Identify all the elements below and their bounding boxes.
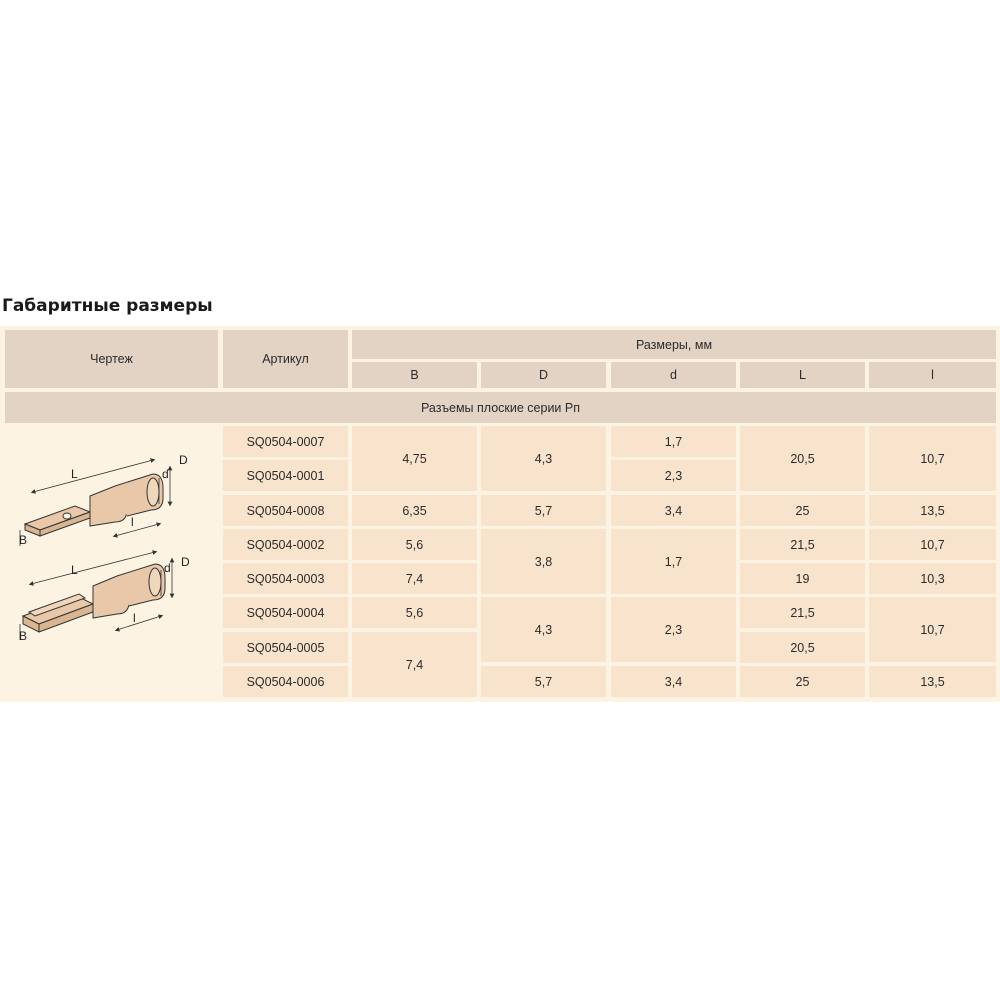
label-l-1: l: [131, 515, 134, 529]
header-col-B: B: [352, 362, 477, 388]
value-cell-B: 6,35: [352, 495, 477, 526]
article-cell: SQ0504-0002: [223, 529, 348, 560]
label-L-2: L: [71, 563, 78, 577]
header-dimensions: Размеры, мм: [352, 330, 996, 359]
value-cell-B: 5,6: [352, 597, 477, 628]
value-cell-d: 1,7: [611, 529, 736, 594]
article-cell: SQ0504-0005: [223, 632, 348, 663]
value-cell-B: 7,4: [352, 632, 477, 697]
article-cell: SQ0504-0004: [223, 597, 348, 628]
terminal-drawing: [5, 426, 218, 700]
header-article: Артикул: [223, 330, 348, 388]
value-cell-L: 20,5: [740, 632, 865, 663]
header-col-L: L: [740, 362, 865, 388]
value-cell-B: 4,75: [352, 426, 477, 491]
value-cell-L: 21,5: [740, 529, 865, 560]
header-col-d: d: [611, 362, 736, 388]
value-cell-d: 2,3: [611, 597, 736, 662]
dimensions-table: [0, 326, 1000, 702]
section-title: Разъемы плоские серии Рп: [5, 392, 996, 423]
value-cell-L: 20,5: [740, 426, 865, 491]
value-cell-l: 10,7: [869, 597, 996, 662]
value-cell-D: 4,3: [481, 597, 606, 662]
value-cell-l: 10,3: [869, 563, 996, 594]
article-cell: SQ0504-0003: [223, 563, 348, 594]
label-B-2: B: [19, 629, 28, 643]
label-B-1: B: [19, 533, 28, 547]
label-l-2: l: [133, 611, 136, 625]
value-cell-l: 10,7: [869, 529, 996, 560]
value-cell-D: 5,7: [481, 495, 606, 526]
value-cell-L: 25: [740, 666, 865, 697]
label-D-1: D: [179, 453, 188, 467]
value-cell-B: 7,4: [352, 563, 477, 594]
value-cell-D: 3,8: [481, 529, 606, 594]
value-cell-L: 19: [740, 563, 865, 594]
article-cell: SQ0504-0001: [223, 460, 348, 491]
label-d-2: d: [164, 561, 171, 575]
value-cell-d: 2,3: [611, 460, 736, 491]
value-cell-l: 13,5: [869, 495, 996, 526]
header-col-D: D: [481, 362, 606, 388]
value-cell-L: 21,5: [740, 597, 865, 628]
header-col-l: l: [869, 362, 996, 388]
article-cell: SQ0504-0008: [223, 495, 348, 526]
value-cell-B: 5,6: [352, 529, 477, 560]
value-cell-D: 4,3: [481, 426, 606, 491]
value-cell-d: 3,4: [611, 666, 736, 697]
value-cell-D: 5,7: [481, 666, 606, 697]
page-title: Габаритные размеры: [2, 296, 213, 316]
label-d-1: d: [162, 467, 169, 481]
drawing-cell: [5, 426, 218, 700]
value-cell-L: 25: [740, 495, 865, 526]
value-cell-l: 10,7: [869, 426, 996, 491]
terminal-male-icon: [25, 474, 163, 536]
value-cell-l: 13,5: [869, 666, 996, 697]
value-cell-d: 1,7: [611, 426, 736, 457]
header-drawing: Чертеж: [5, 330, 218, 388]
article-cell: SQ0504-0006: [223, 666, 348, 697]
label-L-1: L: [71, 467, 78, 481]
article-cell: SQ0504-0007: [223, 426, 348, 457]
label-D-2: D: [181, 555, 190, 569]
value-cell-d: 3,4: [611, 495, 736, 526]
